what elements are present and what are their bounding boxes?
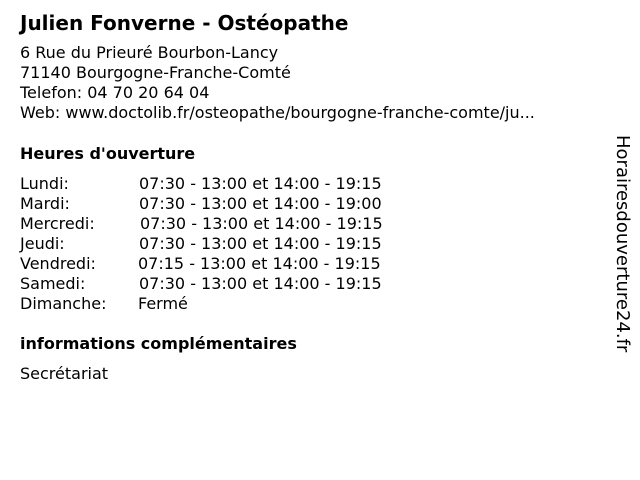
watermark-text: Horairesdouverture24.fr bbox=[612, 135, 633, 353]
additional-info-heading: informations complémentaires bbox=[20, 334, 297, 353]
day-hours: Fermé bbox=[138, 294, 188, 313]
day-hours: 07:30 - 13:00 et 14:00 - 19:15 bbox=[139, 274, 382, 293]
day-label: Jeudi: bbox=[20, 234, 65, 253]
day-label: Mercredi: bbox=[20, 214, 95, 233]
day-label: Dimanche: bbox=[20, 294, 107, 313]
day-hours: 07:30 - 13:00 et 14:00 - 19:15 bbox=[139, 174, 382, 193]
day-hours: 07:15 - 13:00 et 14:00 - 19:15 bbox=[138, 254, 381, 273]
contact-info bbox=[20, 43, 535, 123]
site-watermark bbox=[608, 135, 636, 371]
day-hours: 07:30 - 13:00 et 14:00 - 19:15 bbox=[140, 214, 383, 233]
day-label: Lundi: bbox=[20, 174, 69, 193]
day-label: Mardi: bbox=[20, 194, 70, 213]
opening-hours-heading: Heures d'ouverture bbox=[20, 144, 196, 163]
day-label: Samedi: bbox=[20, 274, 86, 293]
business-title: Julien Fonverne - Ostéopathe bbox=[20, 11, 349, 35]
phone-number[interactable]: Telefon: 04 70 20 64 04 bbox=[20, 83, 210, 102]
additional-info-text: Secrétariat bbox=[20, 364, 109, 383]
address-city: 71140 Bourgogne-Franche-Comté bbox=[20, 63, 291, 82]
day-hours: 07:30 - 13:00 et 14:00 - 19:00 bbox=[139, 194, 382, 213]
address-street: 6 Rue du Prieuré Bourbon-Lancy bbox=[20, 43, 279, 62]
day-label: Vendredi: bbox=[20, 254, 96, 273]
day-hours: 07:30 - 13:00 et 14:00 - 19:15 bbox=[139, 234, 382, 253]
website-link[interactable]: Web: www.doctolib.fr/osteopathe/bourgogne-franche-comte/ju... bbox=[20, 103, 535, 122]
